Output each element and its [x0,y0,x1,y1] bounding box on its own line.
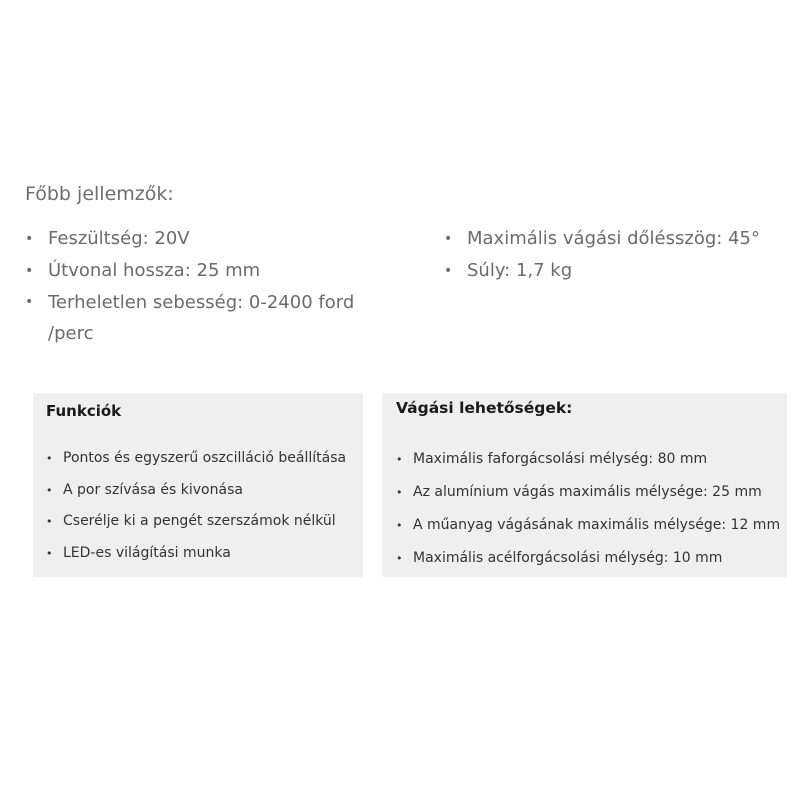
function-item [46,506,346,538]
spec-item [444,255,794,287]
function-item [46,538,346,570]
spec-item-text: Terheletlen sebesség: 0-2400 ford /perc [48,292,355,344]
cutting-option-item [396,509,780,542]
bullet-icon: • [25,263,34,279]
function-item-text: A por szívása és kivonása [63,481,243,498]
cutting-option-text: Maximális acélforgácsolási mélység: 10 mm [413,550,723,566]
spec-item [25,223,385,255]
specs-list-right [444,223,794,287]
bullet-icon: • [396,453,403,466]
cutting-option-item [396,476,780,509]
bullet-icon: • [46,546,53,560]
bullet-icon: • [46,515,53,528]
bullet-icon: • [46,452,53,465]
cutting-option-text: Maximális faforgácsolási mélység: 80 mm [413,451,708,467]
spec-item [25,287,385,349]
bullet-icon: • [25,231,34,247]
bullet-icon: • [25,294,34,310]
function-item [46,475,346,507]
cutting-option-item [396,443,780,476]
spec-item-text: Feszültség: 20V [48,228,190,249]
function-item-text: LED-es világítási munka [63,544,231,561]
spec-item-text: Súly: 1,7 kg [467,260,573,281]
cutting-options-list [396,443,780,575]
bullet-icon: • [396,552,403,565]
cutting-options-title: Vágási lehetőségek: [396,399,573,417]
cutting-option-text: A műanyag vágásának maximális mélysége: 12 mm [413,517,781,533]
spec-item-text: Maximális vágási dőlésszög: 45° [467,228,760,249]
spec-item [25,255,385,287]
bullet-icon: • [444,231,453,247]
cutting-option-text: Az alumínium vágás maximális mélysége: 25 mm [413,484,762,500]
spec-item-text: Útvonal hossza: 25 mm [48,260,261,281]
bullet-icon: • [46,483,53,497]
bullet-icon: • [396,486,403,499]
cutting-options-box [382,393,787,577]
spec-item [444,223,794,255]
functions-list [46,443,346,569]
specs-list-left [25,223,385,349]
function-item [46,443,346,475]
bullet-icon: • [444,263,453,279]
cutting-option-item [396,542,780,575]
bullet-icon: • [396,519,403,532]
functions-title: Funkciók [46,402,122,420]
functions-box [33,393,363,577]
function-item-text: Pontos és egyszerű oszcilláció beállítása [63,450,347,466]
function-item-text: Cserélje ki a pengét szerszámok nélkül [63,513,336,529]
specs-heading: Főbb jellemzők: [25,183,174,205]
